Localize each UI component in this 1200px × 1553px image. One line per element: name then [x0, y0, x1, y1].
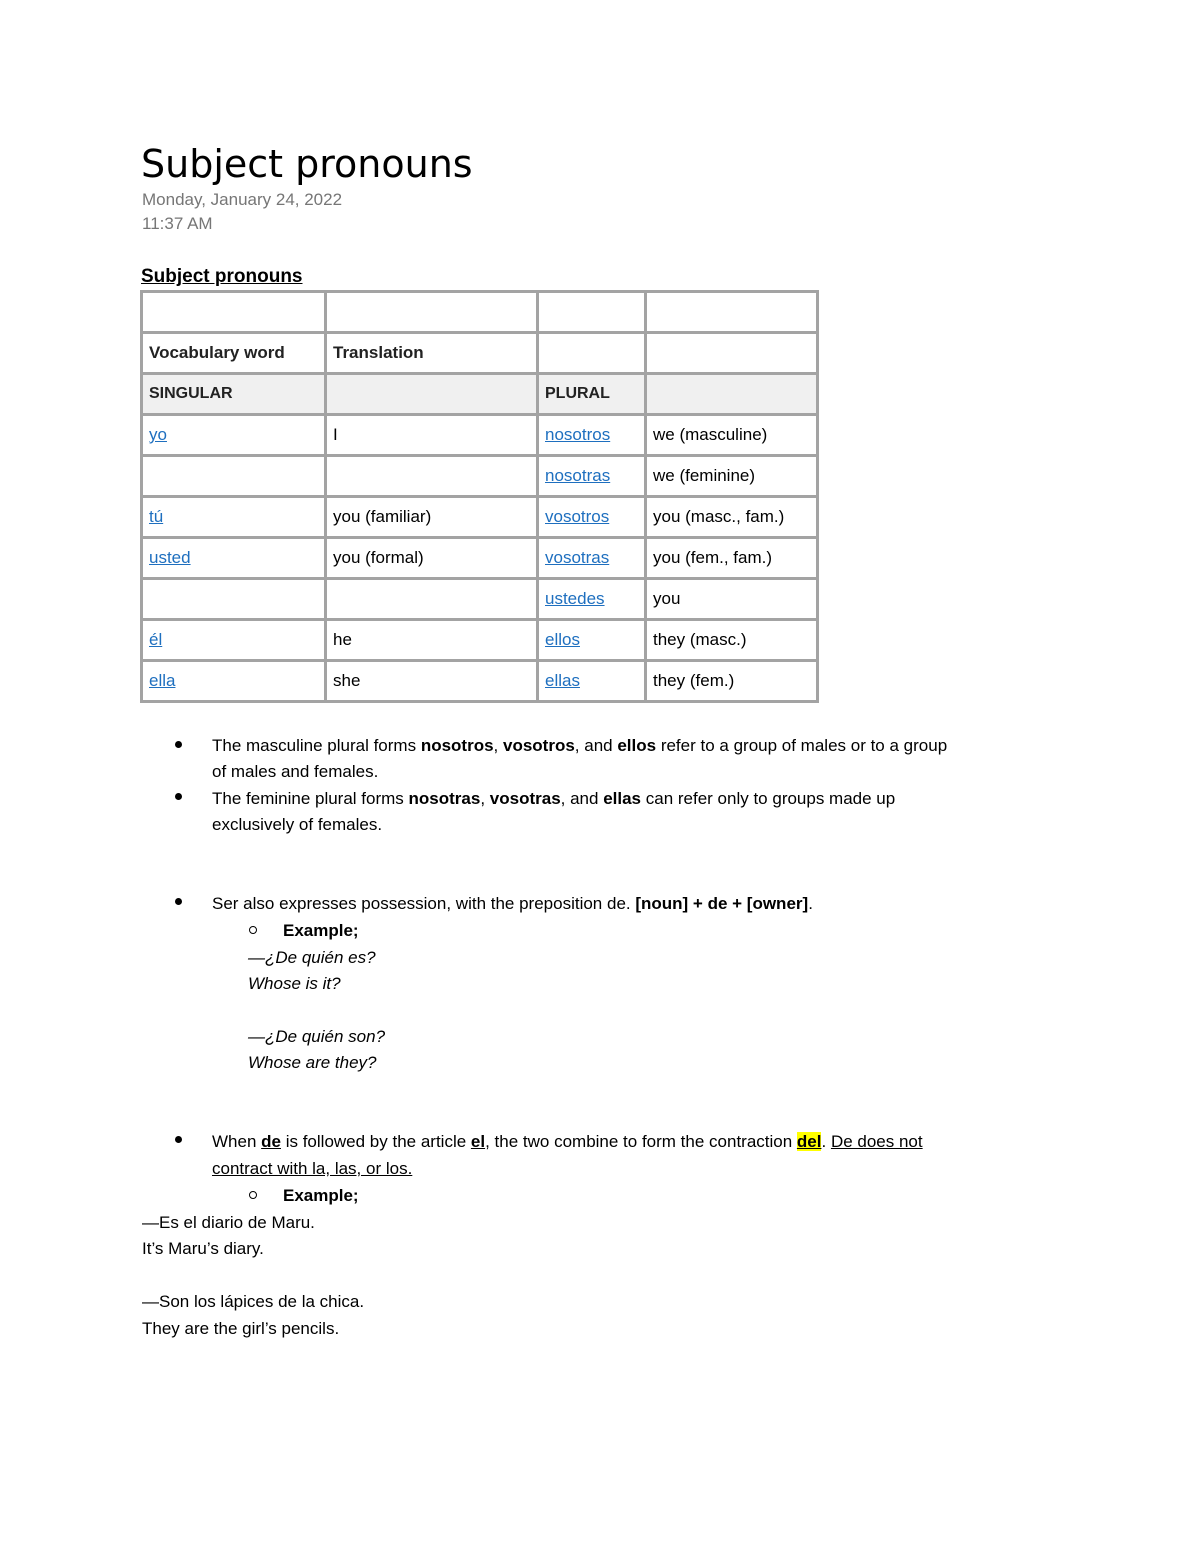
translation-cell[interactable]: you (fem., fam.): [646, 538, 818, 579]
example-answer[interactable]: Whose are they?: [248, 1053, 377, 1072]
text-run: nosotros: [420, 736, 494, 755]
table-cell[interactable]: [538, 292, 646, 333]
table-header-row: [142, 333, 818, 374]
table-row: [142, 292, 818, 333]
pronoun-link[interactable]: él: [149, 630, 163, 649]
text-run: vosotras: [489, 789, 561, 808]
note-masculine-plural[interactable]: [212, 733, 947, 759]
table-cell[interactable]: [326, 292, 538, 333]
pronoun-link[interactable]: nosotras: [545, 466, 611, 485]
note-masculine-plural-cont[interactable]: of males and females.: [212, 762, 379, 781]
example-translation[interactable]: It’s Maru’s diary.: [142, 1239, 264, 1258]
table-cell: [538, 579, 646, 620]
translation-cell[interactable]: you (masc., fam.): [646, 497, 818, 538]
text-run: De does not: [830, 1132, 923, 1151]
table-row: [142, 415, 818, 456]
text-run: el: [470, 1132, 486, 1151]
text-run: , and: [560, 789, 604, 808]
table-cell: [538, 415, 646, 456]
section-heading: Subject pronouns: [141, 266, 303, 287]
table-cell: [538, 538, 646, 579]
page-time: 11:37 AM: [142, 214, 213, 233]
table-row: [142, 538, 818, 579]
table-cell: [538, 456, 646, 497]
pronoun-link[interactable]: tú: [149, 507, 164, 526]
table-section-row: [142, 374, 818, 415]
translation-cell[interactable]: he: [326, 620, 538, 661]
page-title: Subject pronouns: [141, 142, 473, 186]
text-run: The feminine plural forms: [212, 789, 409, 808]
text-run: [noun] + de + [owner]: [635, 894, 809, 913]
table-cell[interactable]: [326, 374, 538, 415]
table-row: [142, 456, 818, 497]
text-run: , and: [574, 736, 618, 755]
text-run: ellos: [617, 736, 657, 755]
singular-label[interactable]: SINGULAR: [142, 374, 326, 415]
pronoun-link[interactable]: nosotros: [545, 425, 611, 444]
pronoun-link[interactable]: yo: [149, 425, 167, 444]
example-label[interactable]: Example;: [283, 1186, 359, 1205]
text-run: When: [212, 1132, 262, 1151]
table-cell: [538, 620, 646, 661]
table-cell[interactable]: [538, 333, 646, 374]
table-row: [142, 497, 818, 538]
bullet-icon: [175, 741, 182, 748]
text-run: nosotras: [408, 789, 481, 808]
pronoun-link[interactable]: ustedes: [545, 589, 605, 608]
text-run: ,: [480, 789, 490, 808]
example-label[interactable]: Example;: [283, 921, 359, 940]
table-cell: [142, 415, 326, 456]
translation-cell[interactable]: you (formal): [326, 538, 538, 579]
note-contraction[interactable]: [212, 1129, 923, 1155]
sub-bullet-icon: [249, 926, 257, 934]
translation-cell[interactable]: we (masculine): [646, 415, 818, 456]
pronoun-link[interactable]: ella: [149, 671, 176, 690]
text-run: .: [808, 894, 813, 913]
table-cell: [142, 538, 326, 579]
translation-cell[interactable]: they (fem.): [646, 661, 818, 702]
translation-cell[interactable]: she: [326, 661, 538, 702]
sub-bullet-icon: [249, 1191, 257, 1199]
table-cell: [142, 620, 326, 661]
table-row: [142, 579, 818, 620]
table-cell[interactable]: [646, 333, 818, 374]
pronoun-link[interactable]: vosotras: [545, 548, 610, 567]
bullet-icon: [175, 898, 182, 905]
bullet-icon: [175, 793, 182, 800]
example-sentence[interactable]: —Son los lápices de la chica.: [142, 1292, 365, 1311]
column-header-translation[interactable]: Translation: [326, 333, 538, 374]
table-cell[interactable]: [142, 579, 326, 620]
table-row: [142, 620, 818, 661]
text-run: de: [261, 1132, 281, 1151]
table-cell[interactable]: [142, 456, 326, 497]
text-run: ellas: [603, 789, 642, 808]
note-contraction-cont[interactable]: contract with la, las, or los.: [212, 1159, 413, 1178]
example-question[interactable]: —¿De quién es?: [248, 948, 376, 967]
example-translation[interactable]: They are the girl’s pencils.: [142, 1319, 340, 1338]
page-date: Monday, January 24, 2022: [142, 190, 343, 209]
text-run: .: [821, 1132, 831, 1151]
note-feminine-plural-cont[interactable]: exclusively of females.: [212, 815, 383, 834]
text-run: Ser also expresses possession, with the preposition de.: [212, 894, 636, 913]
example-sentence[interactable]: —Es el diario de Maru.: [142, 1213, 315, 1232]
pronoun-link[interactable]: ellos: [545, 630, 580, 649]
text-run: ,: [493, 736, 503, 755]
translation-cell[interactable]: they (masc.): [646, 620, 818, 661]
table-cell: [142, 661, 326, 702]
pronoun-table: [140, 290, 819, 703]
table-cell[interactable]: [142, 292, 326, 333]
translation-cell[interactable]: you (familiar): [326, 497, 538, 538]
note-possession[interactable]: [212, 891, 813, 917]
pronoun-link[interactable]: ellas: [545, 671, 580, 690]
table-cell: [538, 661, 646, 702]
column-header-vocabulary[interactable]: Vocabulary word: [142, 333, 326, 374]
text-run: refer to a group of males or to a group: [656, 736, 948, 755]
plural-label[interactable]: PLURAL: [538, 374, 646, 415]
translation-cell[interactable]: you: [646, 579, 818, 620]
note-feminine-plural[interactable]: [212, 786, 895, 812]
table-cell: [142, 497, 326, 538]
highlighted-text: del: [796, 1132, 822, 1151]
pronoun-link[interactable]: usted: [149, 548, 191, 567]
table-cell[interactable]: [646, 292, 818, 333]
table-cell[interactable]: [326, 579, 538, 620]
translation-cell[interactable]: we (feminine): [646, 456, 818, 497]
text-run: can refer only to groups made up: [641, 789, 896, 808]
bullet-icon: [175, 1136, 182, 1143]
table-cell: [538, 497, 646, 538]
text-run: The masculine plural forms: [212, 736, 421, 755]
text-run: , the two combine to form the contraction: [485, 1132, 797, 1151]
pronoun-link[interactable]: vosotros: [545, 507, 610, 526]
table-cell[interactable]: [646, 374, 818, 415]
table-row: [142, 661, 818, 702]
text-run: vosotros: [503, 736, 575, 755]
example-answer[interactable]: Whose is it?: [248, 974, 341, 993]
table-cell[interactable]: [326, 456, 538, 497]
translation-cell[interactable]: I: [326, 415, 538, 456]
example-question[interactable]: —¿De quién son?: [248, 1027, 386, 1046]
text-run: is followed by the article: [280, 1132, 471, 1151]
